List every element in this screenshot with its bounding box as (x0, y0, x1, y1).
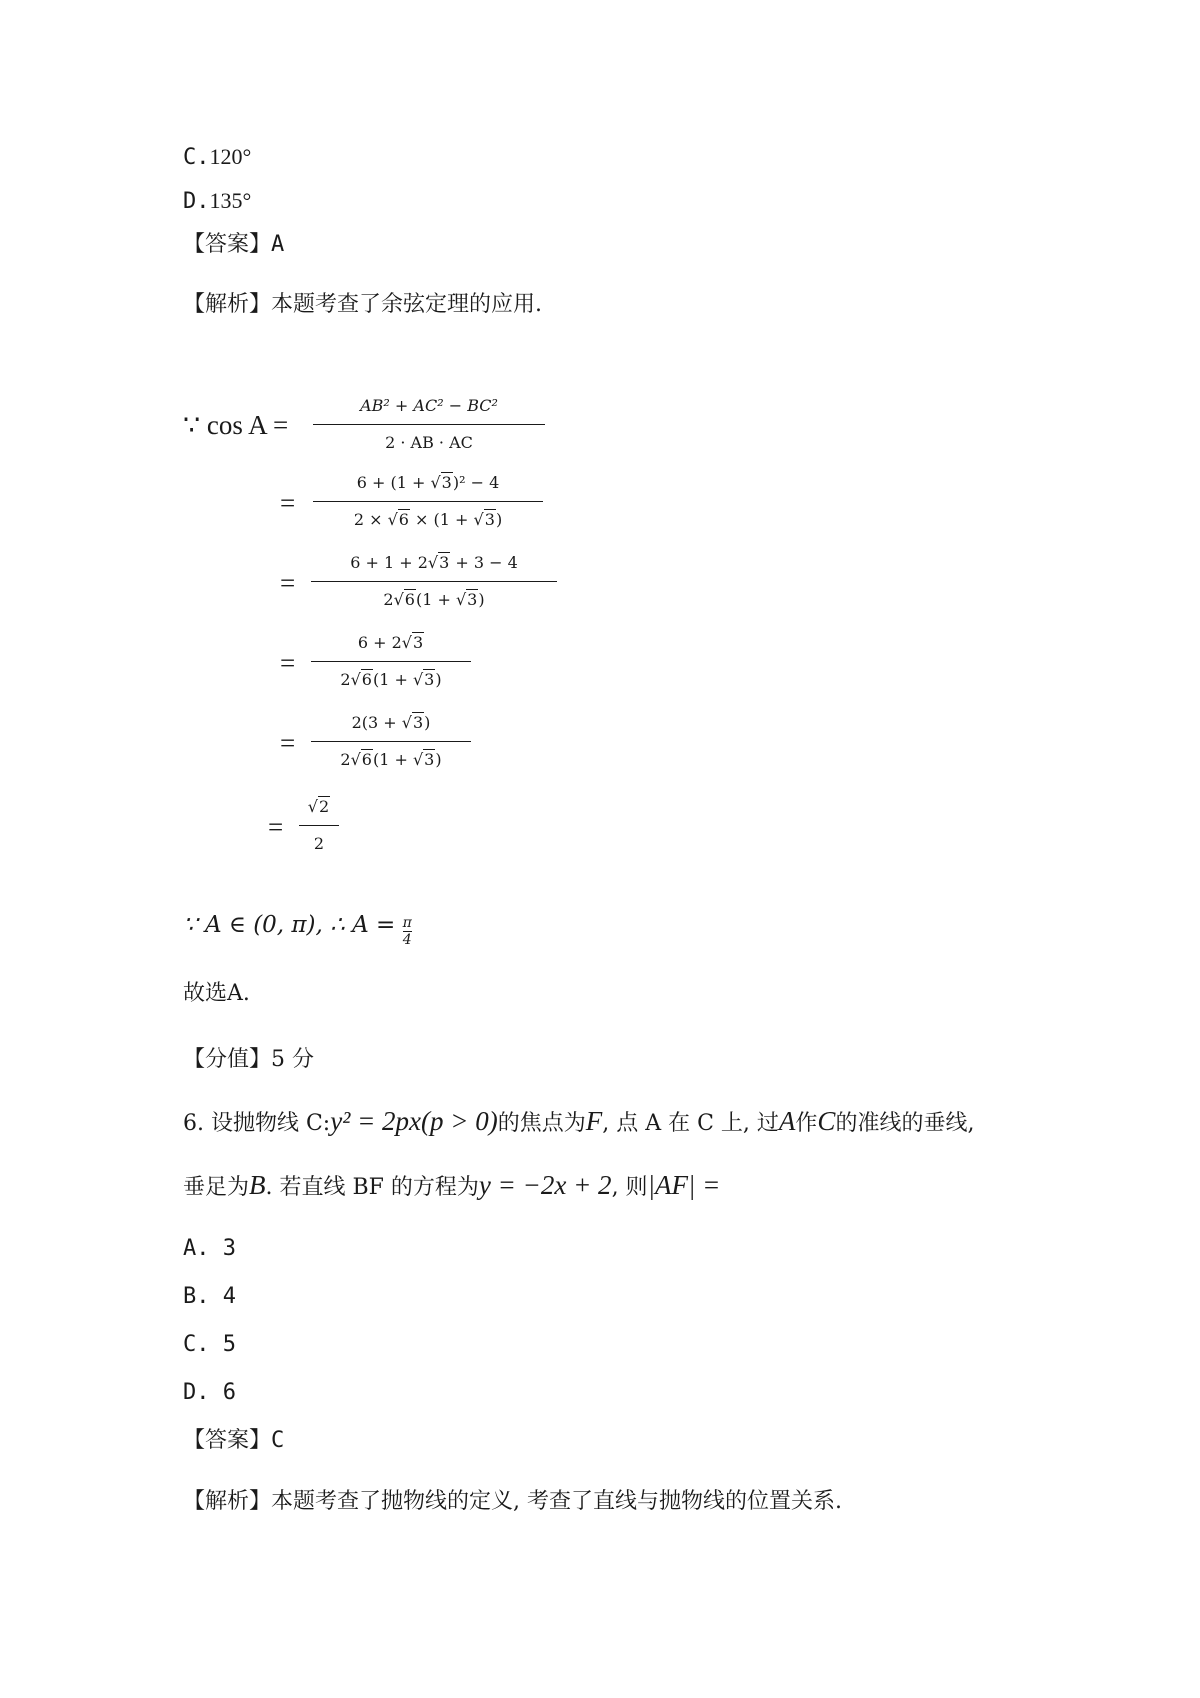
derivation-step-5: 2(3 + √3) 2√6(1 + √3) (311, 706, 471, 777)
equals-sign: = (280, 728, 296, 758)
equals-sign: = (280, 568, 296, 598)
q5-score: 【分值】5 分 (183, 1047, 315, 1072)
derivation-lead: ∵ cos A = (183, 410, 289, 440)
equals-sign: = (268, 812, 284, 842)
derivation-step-6: √2 2 (299, 790, 339, 861)
equals-sign: = (280, 648, 296, 678)
derivation-step-4: 6 + 2√3 2√6(1 + √3) (311, 626, 471, 697)
q6-option-a: A. 3 (183, 1236, 236, 1261)
q6-option-d: D. 6 (183, 1380, 236, 1405)
q5-option-c: C.120° (183, 144, 252, 170)
q5-option-d: D.135° (183, 188, 252, 214)
q5-range-line: ∵ A ∈ (0, π), ∴ A = $\frac{\pi}{4}$ (183, 912, 412, 948)
q5-choose: 故选A. (183, 981, 250, 1006)
q6-stem-line-1: 6. 设抛物线 C:y² = 2px(p > 0)的焦点为F, 点 A 在 C 上, 过A作C的准线的垂线, (183, 1106, 975, 1136)
equals-sign: = (280, 488, 296, 518)
derivation-step-3: 6 + 1 + 2√3 + 3 − 4 2√6(1 + √3) (311, 546, 557, 617)
derivation-step-1: AB² + AC² − BC² 2 · AB · AC (313, 389, 545, 460)
q6-stem-line-2: 垂足为B. 若直线 BF 的方程为y = −2x + 2, 则|AF| = (183, 1170, 721, 1200)
q6-option-c: C. 5 (183, 1332, 236, 1357)
q6-option-b: B. 4 (183, 1284, 236, 1309)
q6-analysis: 【解析】本题考查了抛物线的定义, 考查了直线与抛物线的位置关系. (183, 1489, 842, 1514)
derivation-step-2: 6 + (1 + √3)² − 4 2 × √6 × (1 + √3) (313, 466, 543, 537)
q5-answer: 【答案】A (183, 232, 285, 257)
q5-analysis: 【解析】本题考查了余弦定理的应用. (183, 292, 543, 317)
q6-answer: 【答案】C (183, 1428, 285, 1453)
